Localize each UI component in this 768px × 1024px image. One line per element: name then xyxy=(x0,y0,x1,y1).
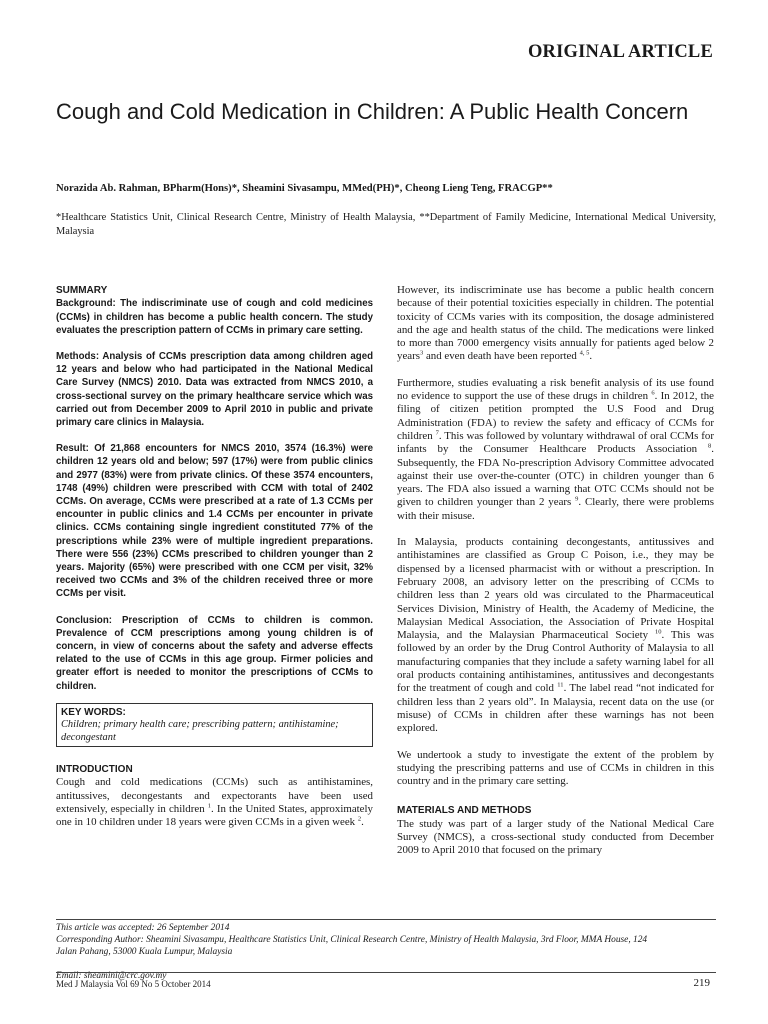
intro-text-c: . xyxy=(361,816,364,829)
citation-ref: 1 xyxy=(207,802,212,810)
summary-methods: Methods: Analysis of CCMs prescription data among children aged 12 years and below who had participated in the National Medical Care Survey (NMCS) 2010. Data was extracted from NMCS 2010, a cross-sectional survey on the primary healthcare service which was carried out from December 2009 to April 2010 in public and private primary care clinics in Malaysia. xyxy=(56,350,373,428)
paragraph-text: . xyxy=(589,350,593,363)
introduction-heading: INTRODUCTION xyxy=(56,764,133,776)
paragraph-text: . The label read “not indicated for children less than 2 years old”. In Malaysia, recent data on the use (or misuse) of CCMs in children after these warnings has not been explored. xyxy=(397,682,714,735)
citation-ref: 10 xyxy=(654,628,662,636)
summary-block xyxy=(56,297,373,692)
citation-ref: 2 xyxy=(357,815,362,823)
citation-ref: 11 xyxy=(557,681,564,689)
paragraph-text: . In 2012, the filing of citizen petition prompted the U.S Food and Drug Administration (FDA) to review the safety and efficacy of CCMs for children xyxy=(397,390,714,442)
keywords-label: KEY WORDS: xyxy=(61,706,126,718)
paragraph-text: . This was followed by voluntary withdrawal of oral CCMs for infants by the Consumer Healthcare Products Association xyxy=(397,429,714,456)
paragraph-text: However, its indiscriminate use has become a public health concern because of their potential toxicities especially in children. The potential toxicity of CCMs varies with its composition, the dosage administered and the age and health status of the child. The medications were linked to more than 7000 emergency visits annually for patients aged below 2 years xyxy=(397,284,714,363)
body-paragraph: We undertook a study to investigate the extent of the problem by studying the prescribing patterns and use of CCMs in children in this country and in the primary care setting. xyxy=(397,748,714,788)
corresponding-author: Corresponding Author: Sheamini Sivasampu, Healthcare Statistics Unit, Clinical Research Centre, Ministry of Health Malaysia, 3rd Floor, MMA House, 124 xyxy=(56,935,648,945)
journal-citation: Med J Malaysia Vol 69 No 5 October 2014 xyxy=(56,979,211,989)
keywords-text: Children; primary health care; prescribing pattern; antihistamine; decongestant xyxy=(61,719,339,743)
introduction-paragraph xyxy=(56,776,373,829)
affiliation: *Healthcare Statistics Unit, Clinical Research Centre, Ministry of Health Malaysia, **Department of Family Medicine, International Medical University, Malaysia xyxy=(56,212,716,237)
footnote xyxy=(56,922,716,982)
footnote-rule xyxy=(56,919,716,920)
body-paragraph xyxy=(397,377,714,523)
body-paragraph xyxy=(397,284,714,364)
keywords-box xyxy=(56,703,373,747)
body-paragraph xyxy=(397,536,714,735)
address-line xyxy=(56,946,716,982)
accepted-date: This article was accepted: 26 September 2014 xyxy=(56,923,230,933)
paragraph-text: In Malaysia, products containing decongestants, antitussives and antihistamines are classified as Group C Poison, i.e., they may be dispensed by a licensed pharmacist with or without a prescription. In February 2008, an advisory letter on the prescribing of CCMs to children less than 2 years old was circulated to the Pharmaceutical Services Division, Ministry of Health, the Academy of Medicine, the Malaysian Medical Association, the Association of Private Hospital Malaysia, and the Malaysian Pharmaceutical Society xyxy=(397,536,714,642)
left-column xyxy=(56,284,373,843)
citation-ref: 8 xyxy=(708,442,712,450)
paragraph-text: . This was followed by an order by the Drug Control Authority of Malaysia to all manufacturing companies that they include a safety warning label for all oral products containing antihistamines, antitussives and decongestants for the treatment of cough and cold xyxy=(397,629,714,695)
right-column xyxy=(397,284,714,871)
body-paragraph: The study was part of a larger study of the National Medical Care Survey (NMCS), a cross-sectional study conducted from December 2009 to April 2010 that focused on the primary xyxy=(397,817,714,857)
page-number: 219 xyxy=(693,977,710,989)
author-list: Norazida Ab. Rahman, BPharm(Hons)*, Sheamini Sivasampu, MMed(PH)*, Cheong Lieng Teng, FRACGP** xyxy=(56,183,553,194)
paragraph-text: and even death have been reported xyxy=(423,350,577,363)
citation-ref: 9 xyxy=(575,495,579,503)
summary-background: Background: The indiscriminate use of cough and cold medicines (CCMs) in children has become a public health concern. The study evaluates the prescription pattern of CCMs in primary care setting. xyxy=(56,298,373,336)
paragraph-text: Furthermore, studies evaluating a risk benefit analysis of its use found no evidence to support the use of these drugs in children xyxy=(397,376,714,403)
citation-ref: 6 xyxy=(651,389,655,397)
methods-heading: MATERIALS AND METHODS xyxy=(397,805,532,817)
article-title: Cough and Cold Medication in Children: A Public Health Concern xyxy=(56,99,689,124)
summary-result: Result: Of 21,868 encounters for NMCS 2010, 3574 (16.3%) were children 12 years old and below; 597 (17%) were from public clinics and 2977 (83%) were from private clinics. Of these 3574 encounters, 1748 (49%) children were prescribed with CCM with total of 2402 CCMs. On average, CCMs were prescribed at a rate of 1.3 CCMs per encounter in public clinics and 1.4 CCMs per encounter in private clinics. CCMs containing single ingredient constituted 77% of the prescriptions while 23% were of multiple ingredient preparations. There were 556 (23%) CCMs prescribed to children younger than 2 years. Majority (65%) were prescribed with one CCM per visit, 32% received two CCMs and 3% of the children received three or more CCMs per visit. xyxy=(56,443,373,600)
citation-ref: 7 xyxy=(435,429,439,437)
article-type-label: ORIGINAL ARTICLE xyxy=(527,42,713,62)
paragraph-text: . Subsequently, the FDA No-prescription Advisory Committee advocated against their use over-the-counter (OTC) in children younger than 6 years. The FDA also issued a warning that OTC CCMs should not be given to children younger than 2 years xyxy=(397,443,714,509)
summary-heading: SUMMARY xyxy=(56,285,108,296)
paragraph-text: . Clearly, there were problems with their misuse. xyxy=(397,496,714,522)
citation-ref: 3 xyxy=(419,349,424,357)
address-text: Jalan Pahang, 53000 Kuala Lumpur, Malaysia xyxy=(56,947,233,957)
citation-ref: 4, 5 xyxy=(579,349,590,357)
intro-text-a: Cough and cold medications (CCMs) such as antihistamines, antitussives, decongestants and expectorants have been used extensively, especially in children xyxy=(56,776,373,815)
footer-rule xyxy=(56,972,716,973)
intro-text-b: . In the United States, approximately one in 10 children under 18 years were given CCMs in a given week xyxy=(56,802,373,829)
email-text: Email: sheamini@crc.gov.my xyxy=(56,971,167,981)
summary-conclusion: Conclusion: Prescription of CCMs to children is common. Prevalence of CCM prescriptions among young children is of concern, in view of concerns about the safety and adverse effects related to the use of CCMs in this age group. Firmer policies and greater effort is needed to monitor the prescriptions of CCMs to children. xyxy=(56,614,373,692)
